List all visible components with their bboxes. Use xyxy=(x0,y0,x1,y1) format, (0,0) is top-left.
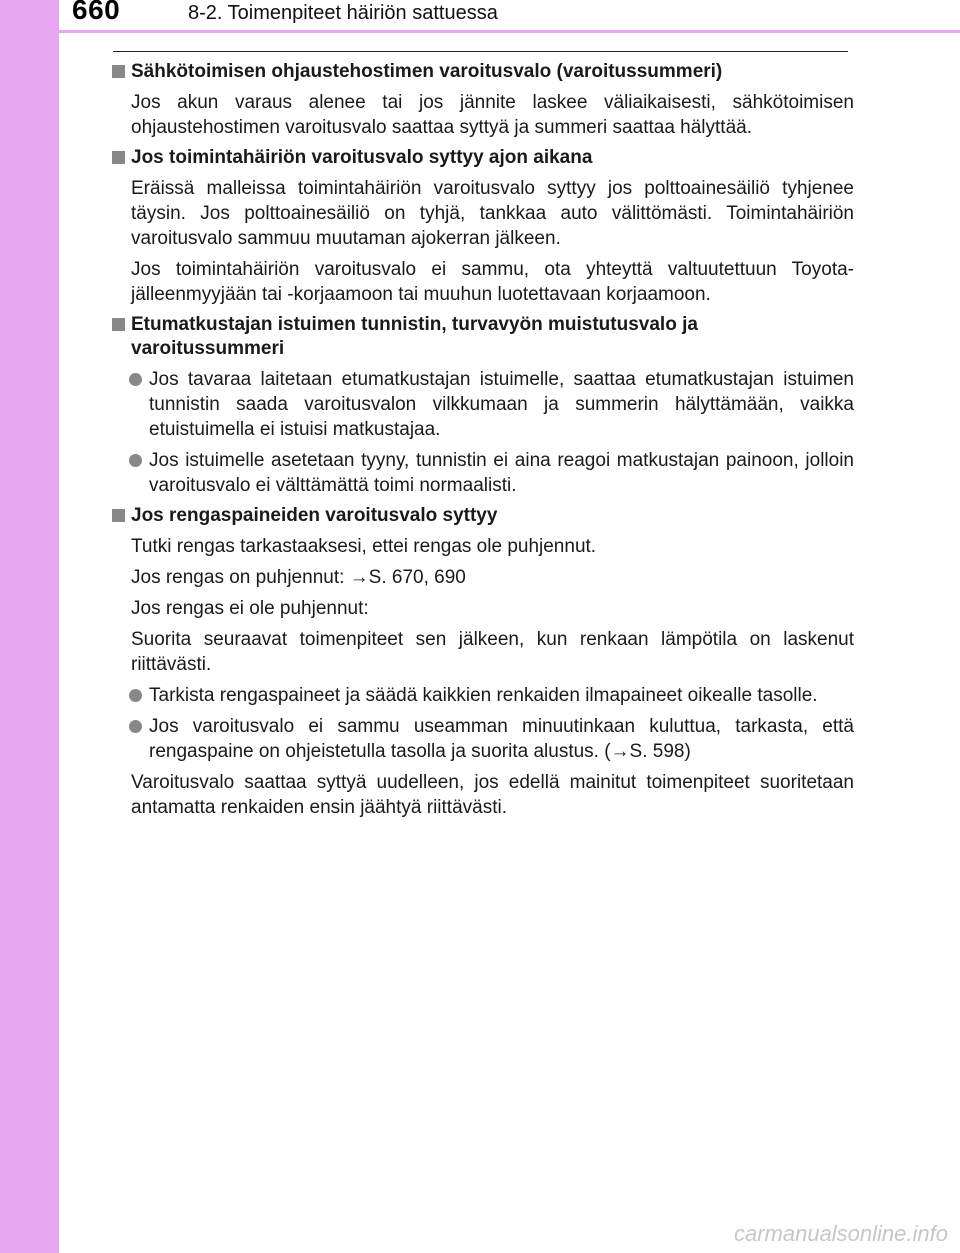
page-number: 660 xyxy=(72,0,121,25)
paragraph: Eräissä malleissa toimintahäiriön varoitusvalo syttyy jos polttoainesäiliö tyhjenee täysin. Jos polttoainesäiliö on tyhjä, tankkaa auto välittömästi. Toimintahäiriön varoitusvalo sammuu muutaman ajokerran jälkeen. xyxy=(131,178,854,249)
heading-text: Sähkötoimisen ohjaustehostimen varoitusvalo (varoitussummeri) xyxy=(131,61,723,82)
heading-text: Jos rengaspaineiden varoitusvalo syttyy xyxy=(131,505,498,526)
square-bullet-icon xyxy=(112,65,125,78)
square-bullet-icon xyxy=(112,151,125,164)
paragraph-reference: Jos rengas on puhjennut: →S. 670, 690 xyxy=(131,567,466,588)
list-item xyxy=(149,448,854,498)
section-heading xyxy=(109,313,854,361)
paragraph: Tutki rengas tarkastaaksesi, ettei rengas ole puhjennut. xyxy=(131,536,597,557)
side-color-band xyxy=(0,0,59,1253)
list-item-text: Jos tavaraa laitetaan etumatkustajan istuimelle, saattaa etumatkustajan istuimen tunnistin saada varoitusvalon vilkkumaan ja summerin hälyttämään, vaikka etuistuimella ei istuisi matkustajaa. xyxy=(149,369,854,440)
list-item-text: Tarkista rengaspaineet ja säädä kaikkien renkaiden ilmapaineet oikealle tasolle. xyxy=(149,685,818,706)
square-bullet-icon xyxy=(112,318,125,331)
square-bullet-icon xyxy=(112,509,125,522)
section-heading xyxy=(109,504,854,528)
list-item-text: Jos varoitusvalo ei sammu useamman minuutinkaan kuluttua, tarkasta, että rengaspaine on ohjeistetulla tasolla ja suorita alustus. (→S. 598) xyxy=(149,716,854,762)
paragraph: Suorita seuraavat toimenpiteet sen jälkeen, kun renkaan lämpötila on laskenut riittävästi. xyxy=(131,629,854,675)
heading-text: Jos toimintahäiriön varoitusvalo syttyy ajon aikana xyxy=(131,147,593,168)
paragraph: Jos rengas ei ole puhjennut: xyxy=(131,598,369,619)
section-title: 8-2. Toimenpiteet häiriön sattuessa xyxy=(188,2,498,24)
section-heading xyxy=(109,146,854,170)
list-item xyxy=(149,367,854,442)
list-item xyxy=(149,683,854,708)
list-item-text: Jos istuimelle asetetaan tyyny, tunnistin ei aina reagoi matkustajan painoon, jolloin varoitusvalo ei välttämättä toimi normaalisti. xyxy=(149,450,854,496)
content-rule xyxy=(113,51,848,52)
round-bullet-icon xyxy=(129,373,142,386)
watermark: carmanualsonline.info xyxy=(733,1221,948,1246)
paragraph: Jos akun varaus alenee tai jos jännite laskee väliaikaisesti, sähkötoimisen ohjaustehostimen varoitusvalo saattaa syttyä ja summeri saattaa hälyttää. xyxy=(131,92,854,138)
paragraph: Varoitusvalo saattaa syttyä uudelleen, jos edellä mainitut toimenpiteet suoritetaan antamatta renkaiden ensin jäähtyä riittävästi. xyxy=(131,772,854,818)
round-bullet-icon xyxy=(129,689,142,702)
page-content xyxy=(109,60,854,826)
round-bullet-icon xyxy=(129,720,142,733)
list-item xyxy=(149,714,854,764)
header-underline xyxy=(59,30,960,33)
heading-text: Etumatkustajan istuimen tunnistin, turvavyön muistutusvalo ja varoitussummeri xyxy=(131,314,698,359)
round-bullet-icon xyxy=(129,454,142,467)
paragraph: Jos toimintahäiriön varoitusvalo ei sammu, ota yhteyttä valtuutettuun Toyota-jälleenmyyjään tai -korjaamoon tai muuhun luotettavaan korjaamoon. xyxy=(131,259,854,305)
section-heading xyxy=(109,60,854,84)
